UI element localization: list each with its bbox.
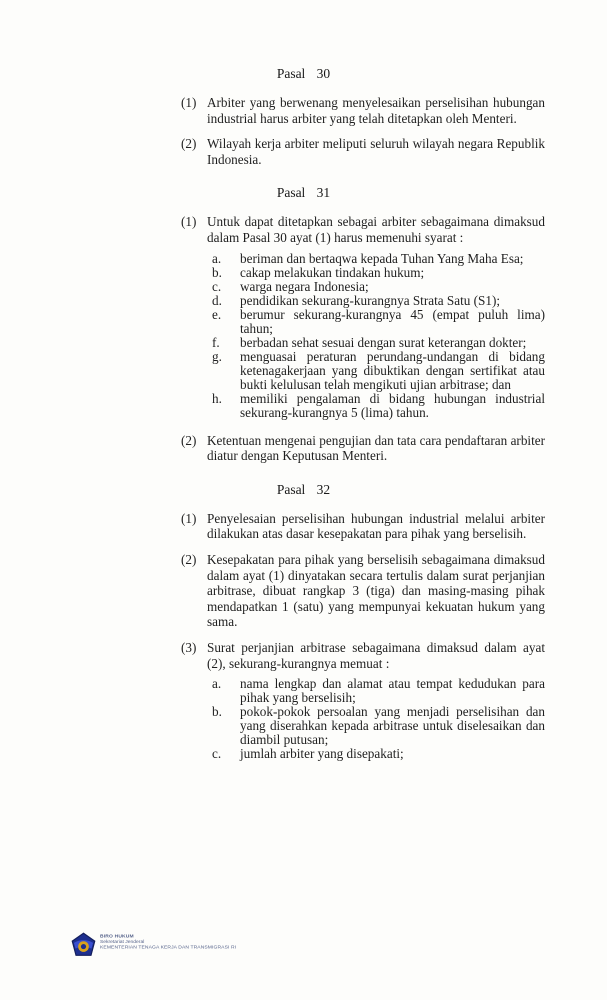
footer-office: BIRO HUKUM: [100, 933, 134, 939]
subitem-text: cakap melakukan tindakan hukum;: [240, 264, 425, 280]
item-text: Untuk dapat ditetapkan sebagai arbiter sebagaimana dimaksud dalam Pasal 30 ayat (1) harus memenuhi syarat :: [207, 214, 545, 245]
subitem-letter: b.: [212, 704, 222, 720]
item-text: Wilayah kerja arbiter meliputi seluruh wilayah negara Republik Indonesia.: [207, 136, 545, 167]
subitem-text: pendidikan sekurang-kurangnya Strata Satu (S1);: [240, 292, 501, 308]
item-body: [207, 136, 545, 167]
ministry-emblem-icon: [71, 932, 96, 957]
subitem-letter: d.: [212, 292, 222, 308]
page-footer: [71, 932, 520, 964]
item-number: (2): [181, 432, 197, 448]
item-number: (1): [181, 95, 197, 110]
lettered-item: [207, 266, 545, 280]
item-body: [207, 433, 545, 464]
numbered-item: [181, 511, 545, 542]
section-items: [181, 511, 545, 764]
item-body: [207, 552, 545, 630]
lettered-item: [207, 336, 545, 350]
section-items: [181, 214, 545, 463]
subitem-letter: g.: [212, 348, 222, 364]
lettered-item: [207, 252, 545, 266]
item-text: Ketentuan mengenai pengujian dan tata cara pendaftaran arbiter diatur dengan Keputusan Menteri.: [207, 432, 545, 464]
lettered-item: [207, 392, 545, 420]
item-number: (2): [181, 551, 197, 567]
lettered-item: [207, 308, 545, 336]
subitem-text: memiliki pengalaman di bidang hubungan industrial sekurang-kurangnya 5 (lima) tahun.: [240, 390, 545, 420]
item-number: (1): [181, 214, 197, 230]
numbered-item: [181, 136, 545, 167]
subitem-letter: a.: [212, 250, 222, 266]
numbered-item: [181, 95, 545, 126]
lettered-item: [207, 294, 545, 308]
section-pasal: [0, 185, 607, 463]
lettered-sublist: [207, 677, 545, 761]
lettered-item: [207, 280, 545, 294]
item-text: Kesepakatan para pihak yang berselisih sebagaimana dimaksud dalam ayat (1) dinyatakan secara tertulis dalam surat perjanjian arbitrase, dibuat rangkap 3 (tiga) dan masing-masing pihak mendapatkan 1 (satu) yang mempunyai kekuatan hukum yang sama.: [207, 551, 545, 630]
subitem-text: pokok-pokok persoalan yang menjadi perselisihan dan yang diserahkan kepada arbitrase untuk diselesaikan dan diambil putusan;: [240, 704, 545, 748]
item-text: Penyelesaian perselisihan hubungan industrial melalui arbiter dilakukan atas dasar kesepakatan para pihak yang berselisih.: [207, 510, 545, 542]
subitem-letter: c.: [212, 278, 222, 294]
subitem-letter: f.: [212, 334, 220, 350]
item-number: (3): [181, 639, 197, 655]
subitem-letter: b.: [212, 264, 222, 280]
item-number: (2): [181, 136, 197, 152]
item-number: (1): [181, 510, 197, 526]
subitem-text: berbadan sehat sesuai dengan surat keterangan dokter;: [240, 334, 527, 350]
item-body: [207, 640, 545, 764]
item-body: [207, 214, 545, 422]
subitem-letter: h.: [212, 390, 222, 406]
item-body: [207, 511, 545, 542]
subitem-text: jumlah arbiter yang disepakati;: [240, 746, 404, 762]
section-pasal: [0, 482, 607, 764]
subitem-text: warga negara Indonesia;: [240, 278, 369, 294]
section-heading: Pasal 31: [276, 185, 331, 201]
subitem-letter: e.: [212, 306, 222, 322]
footer-text: [100, 932, 331, 950]
lettered-item: [207, 350, 545, 392]
subitem-text: nama lengkap dan alamat atau tempat kedudukan para pihak yang berselisih;: [240, 676, 545, 706]
lettered-item: [207, 677, 545, 705]
subitem-text: menguasai peraturan perundang-undangan di bidang ketenagakerjaan yang dibuktikan dengan sertifikat atau bukti kelulusan telah mengikuti ujian arbitrase; dan: [240, 348, 545, 392]
subitem-text: berumur sekurang-kurangnya 45 (empat puluh lima) tahun;: [240, 306, 545, 336]
item-body: [207, 95, 545, 126]
section-heading: Pasal 30: [276, 66, 331, 81]
subitem-letter: a.: [212, 676, 222, 692]
item-text: Arbiter yang berwenang menyelesaikan perselisihan hubungan industrial harus arbiter yang telah ditetapkan oleh Menteri.: [207, 95, 545, 126]
item-text: Surat perjanjian arbitrase sebagaimana dimaksud dalam ayat (2), sekurang-kurangnya memuat :: [207, 639, 545, 671]
section-pasal: [0, 66, 607, 167]
lettered-item: [207, 705, 545, 747]
subitem-text: beriman dan bertaqwa kepada Tuhan Yang Maha Esa;: [240, 250, 524, 266]
section-heading: Pasal 32: [276, 481, 331, 497]
lettered-item: [207, 747, 545, 761]
numbered-item: [181, 640, 545, 764]
footer-secretariat: Sekretariat Jenderal: [100, 938, 145, 945]
lettered-sublist: [207, 252, 545, 420]
footer-ministry: KEMENTERIAN TENAGA KERJA DAN TRANSMIGRASI RI: [100, 944, 237, 950]
numbered-item: [181, 433, 545, 464]
subitem-letter: c.: [212, 746, 222, 762]
section-items: [181, 95, 545, 167]
numbered-item: [181, 214, 545, 422]
numbered-item: [181, 552, 545, 630]
